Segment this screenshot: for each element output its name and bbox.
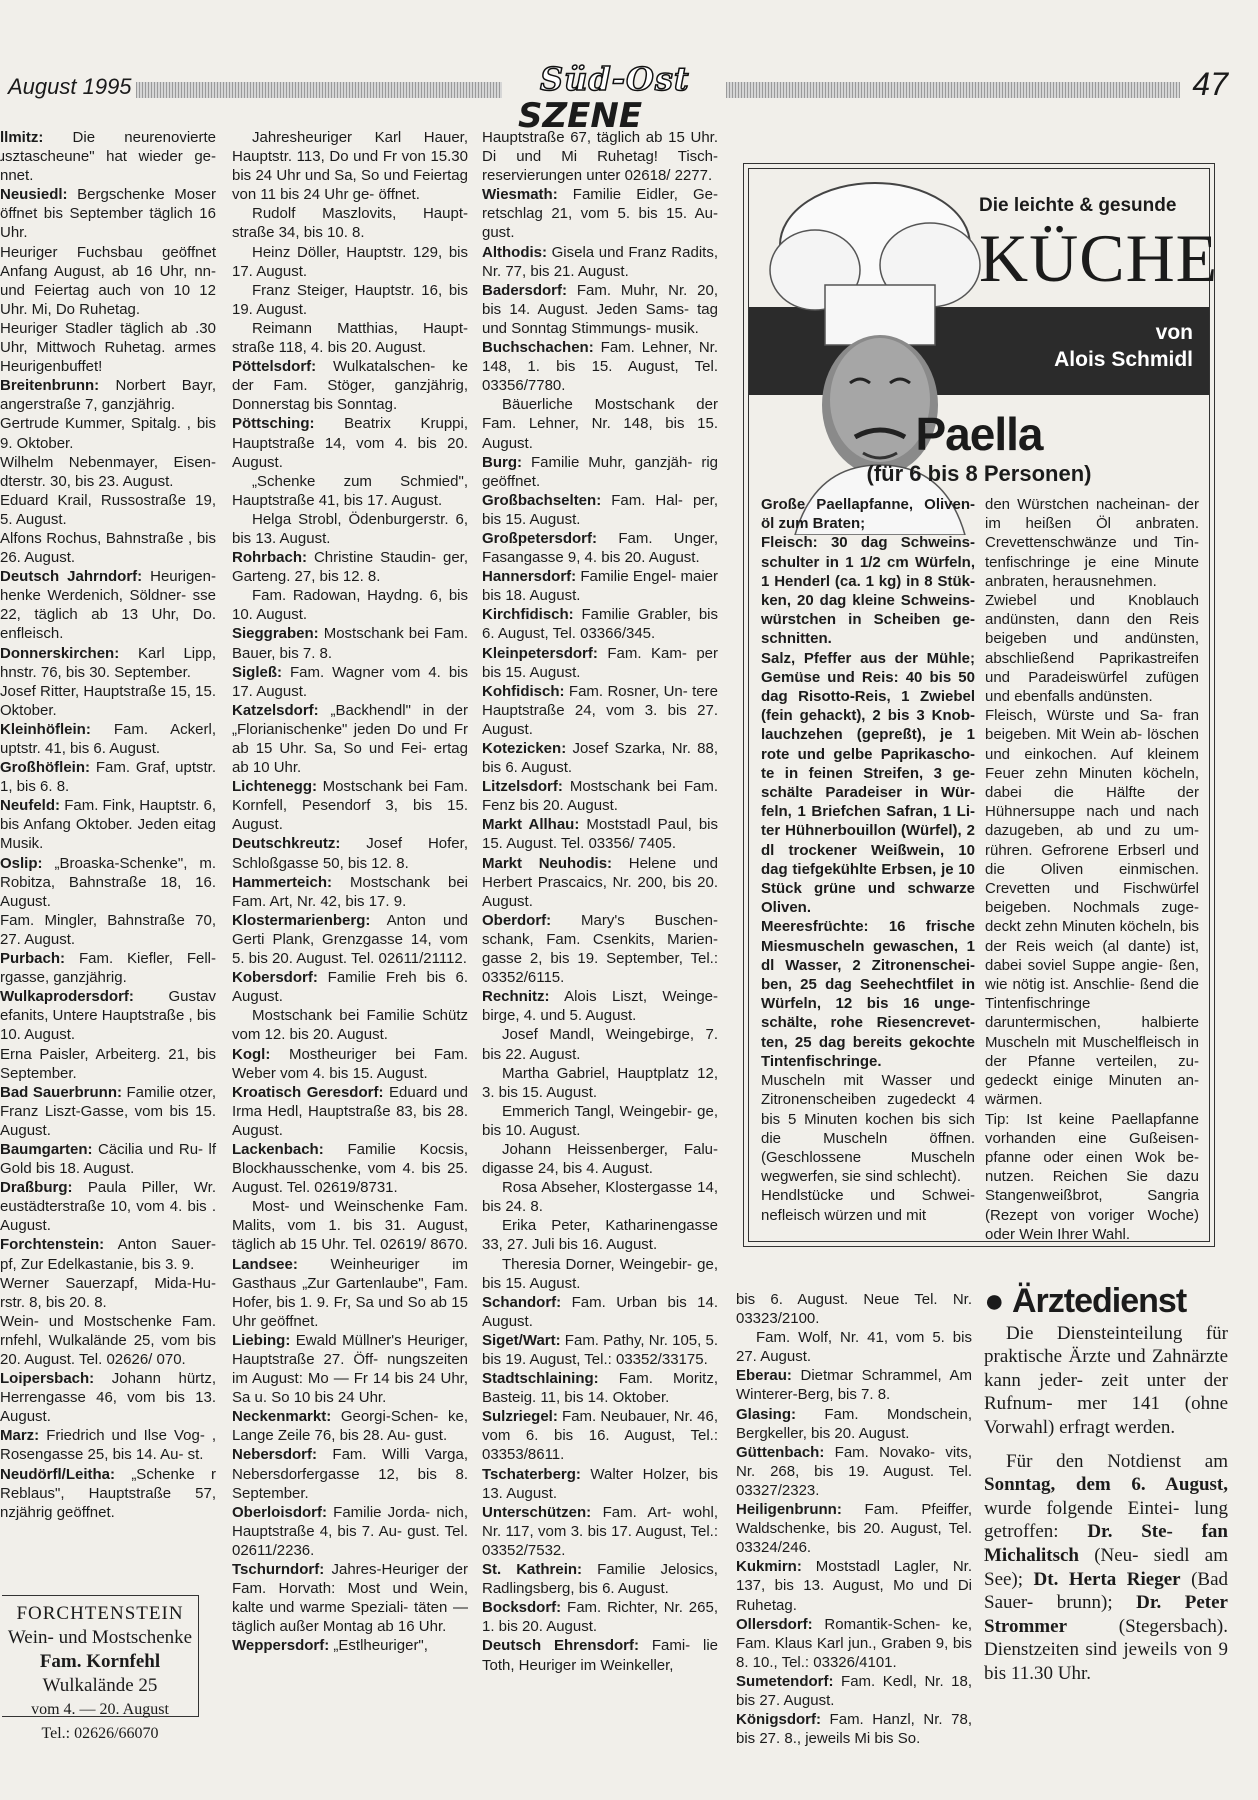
listing-entry: Purbach: Fam. Kiefler, Fell- rgasse, ganzjährig. bbox=[0, 950, 216, 987]
aerztedienst-paragraph-1: Die Diensteinteilung für praktische Ärzte und Zahnärzte kann jeder- zeit unter der Rufnum- mer 141 (ohne Vorwahl) erfragt werden. bbox=[984, 1322, 1228, 1438]
listing-entry: Schandorf: Fam. Urban bis 14. August. bbox=[482, 1293, 718, 1330]
listing-entry: Ollersdorf: Romantik-Schen- ke, Fam. Klaus Karl jun., Graben 9, bis 8. 10., Tel.: 03326/4101. bbox=[736, 1615, 972, 1671]
ad-line-6: Tel.: 02626/66070 bbox=[41, 1725, 159, 1742]
listing-entry: Neusiedl: Bergschenke Moser öffnet bis September täglich 16 Uhr. bbox=[0, 186, 216, 242]
listing-entry: Josef Ritter, Hauptstraße 15, 15. Oktober. bbox=[0, 682, 216, 719]
listing-entry: Kroatisch Geresdorf: Eduard und Irma Hedl, Hauptstraße 83, bis 28. August. bbox=[232, 1083, 468, 1139]
listing-entry: Sieggraben: Mostschank bei Fam. Bauer, bis 7. 8. bbox=[232, 625, 468, 662]
listing-entry: llmitz: Die neurenovierte ɹsztascheune" hat wieder ge- nnet. bbox=[0, 129, 216, 185]
ad-line-2: Wein- und Mostschenke bbox=[7, 1627, 193, 1648]
listing-entry: Erna Paisler, Arbeiterg. 21, bis September. bbox=[0, 1045, 216, 1082]
recipe-column-left bbox=[761, 495, 975, 1225]
listing-entry: Großbachselten: Fam. Hal- per, bis 15. August. bbox=[482, 491, 718, 528]
listing-entry: Rudolf Maszlovits, Haupt- straße 34, bis 10. 8. bbox=[232, 205, 468, 242]
listing-entry: St. Kathrein: Familie Jelosics, Radlingsberg, bis 6. August. bbox=[482, 1561, 718, 1598]
recipe-paragraph: Fleisch, Würste und Sa- fran beigeben. Mit Wein ab- löschen und einkochen. Auf kleinem Feuer zehn Minuten köcheln, dabei die Hälfte der Hühnersuppe nach und nach dazugeben, ab und zu um- rühren. Gefrorene Erbserl und die Oliven einmischen. Crevetten und Fischwürfel beigeben. Nochmals zuge- deckt zehn Minuten köcheln, bis der Reis weich (al dante) ist, dabei soviel Suppe angie- ßen, wie nötig ist. Anschlie- ßend die Tintenfischringe daruntermischen, halbierte Muscheln mit Muschelfleisch in der Pfanne verteilen, zu- gedeckt einige Minuten an- wärmen. bbox=[985, 707, 1199, 1109]
author-credit bbox=[1054, 319, 1193, 373]
listing-entry: Theresia Dorner, Weingebir- ge, bis 15. August. bbox=[482, 1255, 718, 1292]
listing-entry: Kirchfidisch: Familie Grabler, bis 6. August, Tel. 03366/345. bbox=[482, 606, 718, 643]
header-rule-left bbox=[136, 82, 502, 98]
listing-entry: Heuriger Stadler täglich ab .30 Uhr, Mittwoch Ruhetag. armes Heurigenbuffet! bbox=[0, 319, 216, 376]
logo-top-text: Süd-Ost bbox=[540, 60, 690, 98]
recipe-box bbox=[748, 168, 1219, 1243]
listing-entry: Lichtenegg: Mostschank bei Fam. Kornfell, Pesendorf 3, bis 15. August. bbox=[232, 778, 468, 834]
listing-entry: Buchschachen: Fam. Lehner, Nr. 148, 1. bis 15. August, Tel. 03356/7780. bbox=[482, 339, 718, 395]
listing-entry: Rechnitz: Alois Liszt, Weinge- birge, 4. und 5. August. bbox=[482, 988, 718, 1025]
listing-entry: Lackenbach: Familie Kocsis, Blockhausschenke, vom 4. bis 25. August. Tel. 02619/8731. bbox=[232, 1140, 468, 1197]
listing-entry: Pöttelsdorf: Wulkatalschen- ke der Fam. Stöger, ganzjährig, Donnerstag bis Sonntag. bbox=[232, 358, 468, 414]
recipe-paragraph: Salz, Pfeffer aus der Mühle; Gemüse und Reis: 40 bis 50 dag Risotto-Reis, 1 Zwiebel (fein gehackt), 2 bis 3 Knob- lauchzehen (gepreßt), je 1 rote und gelbe Paprikascho- te in feinen Streifen, 3 ge- schälte Paradeiser in Wür- feln, 1 Briefchen Safran, 1 Li- ter Hühnerbouillon (Würfel), 2 dl trockener Weißwein, 10 dag tiefgekühlte Erbsen, je 10 Stück grüne und schwarze Oliven. bbox=[761, 649, 975, 917]
listing-entry: Großhöflein: Fam. Graf, uptstr. 1, bis 6. 8. bbox=[0, 759, 216, 796]
listing-entry: Sumetendorf: Fam. Kedl, Nr. 18, bis 27. August. bbox=[736, 1672, 972, 1709]
listing-entry: Oberloisdorf: Familie Jorda- nich, Hauptstraße 4, bis 7. Au- gust. Tel. 02611/2236. bbox=[232, 1503, 468, 1559]
listing-entry: Neckenmarkt: Georgi-Schen- ke, Lange Zeile 76, bis 28. Au- gust. bbox=[232, 1408, 468, 1445]
listing-entry: Wulkaprodersdorf: Gustav efanits, Untere Hauptstraße , bis 10. August. bbox=[0, 988, 216, 1044]
kueche-subtitle: Die leichte & gesunde bbox=[979, 195, 1177, 216]
ad-line-4: Wulkalände 25 bbox=[42, 1675, 158, 1696]
listing-entry: Stadtschlaining: Fam. Moritz, Basteig. 11, bis 14. Oktober. bbox=[482, 1370, 718, 1407]
listing-entry: Donnerskirchen: Karl Lipp, hnstr. 76, bis 30. September. bbox=[0, 644, 216, 681]
listing-entry: Breitenbrunn: Norbert Bayr, angerstraße 7, ganzjährig. bbox=[0, 377, 216, 414]
listing-entry: Erika Peter, Katharinengasse 33, 27. Juli bis 16. August. bbox=[482, 1217, 718, 1254]
recipe-paragraph: Meeresfrüchte: 16 frische Miesmuscheln gewaschen, 1 dl Wasser, 2 Zitronenschei- ben, 25 dag Seehechtfilet in Würfeln, 12 bis 16 unge- schälte, rohe Riesencrevet- ten, 25 dag bereits gekochte Tintenfischringe. bbox=[761, 918, 975, 1070]
bullet-icon: ● bbox=[984, 1282, 1004, 1320]
page-number: 47 bbox=[1192, 66, 1228, 102]
column-3 bbox=[482, 128, 718, 1675]
listing-entry: Werner Sauerzapf, Mida-Hu- rstr. 8, bis 20. 8. bbox=[0, 1274, 216, 1311]
listing-entry: Siget/Wart: Fam. Pathy, Nr. 105, 5. bis 19. August, Tel.: 03352/33175. bbox=[482, 1331, 718, 1368]
listing-entry: Markt Neuhodis: Helene und Herbert Prascaics, Nr. 200, bis 20. August. bbox=[482, 854, 718, 910]
listing-entry: Kleinpetersdorf: Fam. Kam- per bis 15. August. bbox=[482, 644, 718, 681]
recipe-paragraph: Fleisch: 30 dag Schweins- schulter in 1 1/2 cm Würfeln, 1 Henderl (ca. 1 kg) in 8 Stük- ken, 20 dag kleine Schweins- würstchen in Scheiben ge- schnitten. bbox=[761, 534, 975, 648]
listing-entry: Unterschützen: Fam. Art- wohl, Nr. 117, vom 3. bis 17. August, Tel.: 03352/7532. bbox=[482, 1503, 718, 1559]
aerztedienst-box bbox=[984, 1282, 1229, 1696]
page-header bbox=[0, 60, 1258, 136]
listing-entry: Kohfidisch: Fam. Rosner, Un- tere Hauptstraße 24, vom 3. bis 27. August. bbox=[482, 682, 718, 738]
recipe-column-right bbox=[985, 495, 1199, 1244]
listing-entry: Bad Sauerbrunn: Familie otzer, Franz Liszt-Gasse, vom bis 15. August. bbox=[0, 1083, 216, 1139]
author-von: von bbox=[1155, 321, 1193, 344]
listing-entry: Wilhelm Nebenmayer, Eisen- dterstr. 30, bis 23. August. bbox=[0, 453, 216, 490]
listing-entry: bis 6. August. Neue Tel. Nr. 03323/2100. bbox=[736, 1291, 972, 1328]
listing-entry: „Schenke zum Schmied", Hauptstraße 41, bis 17. August. bbox=[232, 472, 468, 509]
listing-entry: Rosa Abseher, Klostergasse 14, bis 24. 8. bbox=[482, 1179, 718, 1216]
listing-entry: Deutsch Jahrndorf: Heurigen- henke Werdenich, Söldner- sse 22, täglich ab 13 Uhr, Do. enfleisch. bbox=[0, 568, 216, 643]
listing-entry: Oberdorf: Mary's Buschen- schank, Fam. Csenkits, Marien- gasse 2, bis 19. September, Tel.: 03352/6115. bbox=[482, 911, 718, 987]
listing-entry: Helga Strobl, Ödenburgerstr. 6, bis 13. August. bbox=[232, 510, 468, 547]
listing-entry: Martha Gabriel, Hauptplatz 12, 3. bis 15. August. bbox=[482, 1064, 718, 1101]
listing-entry: Baumgarten: Cäcilia und Ru- lf Gold bis 18. August. bbox=[0, 1140, 216, 1178]
listing-entry: Rohrbach: Christine Staudin- ger, Garteng. 27, bis 12. 8. bbox=[232, 549, 468, 586]
kueche-title: KÜCHE bbox=[979, 220, 1219, 296]
aerztedienst-heading bbox=[984, 1282, 1228, 1320]
listing-entry: Kotezicken: Josef Szarka, Nr. 88, bis 6. August. bbox=[482, 740, 718, 777]
listing-entry: Wein- und Mostschenke Fam. rnfehl, Wulkalände 25, vom bis 20. August. Tel. 02626/ 070. bbox=[0, 1312, 216, 1368]
listing-entry: Bocksdorf: Fam. Richter, Nr. 265, 1. bis 20. August. bbox=[482, 1599, 718, 1636]
listing-entry: Liebing: Ewald Müllner's Heuriger, Hauptstraße 27. Öff- nungszeiten im August: Mo — Fr 14 bis 24 Uhr, Sa u. So 10 bis 24 Uhr. bbox=[232, 1331, 468, 1407]
recipe-paragraph: Zwiebel und Knoblauch andünsten, dann den Reis beigeben und andünsten, abschließend Paprikastreifen und Paradeiswürfel zufügen und ebenfalls andünsten. bbox=[985, 592, 1199, 706]
ad-line-5: vom 4. — 20. August bbox=[31, 1701, 169, 1718]
recipe-paragraph: Tip: Ist keine Paellapfanne vorhanden eine Gußeisen- pfanne oder einen Wok be- nutzen. Reichen Sie dazu Stangenweißbrot, Sangria (Rezept von voriger Woche) oder Wein Ihrer Wahl. bbox=[985, 1110, 1199, 1243]
listing-entry: Königsdorf: Fam. Hanzl, Nr. 78, bis 27. 8., jeweils Mi bis So. bbox=[736, 1711, 972, 1748]
listing-entry: Alfons Rochus, Bahnstraße , bis 26. August. bbox=[0, 529, 216, 567]
recipe-paragraph: Muscheln mit Wasser und Zitronenscheiben zugedeckt 4 bis 5 Minuten kochen bis sich die Muscheln öffnen. (Geschlossene Muscheln wegwerfen, sie sind schlecht). bbox=[761, 1072, 975, 1186]
listing-entry: Reimann Matthias, Haupt- straße 118, 4. bis 20. August. bbox=[232, 319, 468, 357]
listing-entry: Loipersbach: Johann hürtz, Herrengasse 46, vom bis 13. August. bbox=[0, 1370, 216, 1426]
listing-entry: Gertrude Kummer, Spitalg. , bis 9. Oktober. bbox=[0, 415, 216, 452]
column-2 bbox=[232, 128, 468, 1656]
listing-entry: Landsee: Weinheuriger im Gasthaus „Zur Gartenlaube", Fam. Hofer, bis 1. 9. Fr, Sa und So ab 15 Uhr geöffnet. bbox=[232, 1255, 468, 1330]
listing-entry: Oslip: „Broaska-Schenke", m. Robitza, Bahnstraße 18, 16. August. bbox=[0, 854, 216, 910]
listing-entry: Weppersdorf: „Estlheuriger", bbox=[232, 1637, 428, 1655]
listing-entry: Franz Steiger, Hauptstr. 16, bis 19. August. bbox=[232, 281, 468, 318]
listing-entry: Tschaterberg: Walter Holzer, bis 13. August. bbox=[482, 1465, 718, 1502]
logo-bottom-text: SZENE bbox=[518, 96, 643, 136]
listing-entry: Most- und Weinschenke Fam. Malits, vom 1. bis 31. August, täglich ab 15 Uhr. Tel. 02619/ 8670. bbox=[232, 1198, 468, 1254]
listing-entry: Hauptstraße 67, täglich ab 15 Uhr. Di und Mi Ruhetag! Tisch- reservierungen unter 02618/ 2277. bbox=[482, 129, 718, 185]
listing-entry: Fam. Radowan, Haydng. 6, bis 10. August. bbox=[232, 587, 468, 624]
listing-entry: Johann Heissenberger, Falu- digasse 24, bis 4. August. bbox=[482, 1140, 718, 1178]
listing-entry: Großpetersdorf: Fam. Unger, Fasangasse 9, 4. bis 20. August. bbox=[482, 529, 718, 567]
column-4-listings bbox=[736, 1290, 972, 1748]
listing-entry: Wiesmath: Familie Eidler, Ge- retschlag 21, vom 5. bis 15. Au- gust. bbox=[482, 186, 718, 242]
aerztedienst-paragraph-2: Für den Notdienst am Sonntag, dem 6. August, wurde folgende Eintei- lung getroffen: Dr. Ste- fan Michalitsch (Neu- siedl am See); Dt. Herta Rieger (Bad Sauer- brunn); Dr. Peter Strommer (Stegersbach). Dienstzeiten sind jeweils von 9 bis 11.30 Uhr. bbox=[984, 1450, 1229, 1684]
listing-entry: Klostermarienberg: Anton und Gerti Plank, Grenzgasse 14, vom 5. bis 20. August. Tel. 02611/21112. bbox=[232, 911, 468, 968]
listing-entry: Litzelsdorf: Mostschank bei Fam. Fenz bis 20. August. bbox=[482, 778, 718, 815]
listing-entry: Heiligenbrunn: Fam. Pfeiffer, Waldschenke, bis 20. August, Tel. 03324/246. bbox=[736, 1501, 972, 1557]
recipe-title: Paella bbox=[915, 408, 1043, 460]
recipe-paragraph: Große Paellapfanne, Oliven- öl zum Braten; bbox=[761, 496, 975, 533]
listing-entry: Neudörfl/Leitha: „Schenke r Reblaus", Hauptstraße 57, nzjährig geöffnet. bbox=[0, 1465, 216, 1521]
listing-entry: Markt Allhau: Moststadl Paul, bis 15. August. Tel. 03356/ 7405. bbox=[482, 816, 718, 853]
issue-date: August 1995 bbox=[8, 74, 132, 99]
author-name: Alois Schmidl bbox=[1054, 348, 1193, 371]
listing-entry: Josef Mandl, Weingebirge, 7. bis 22. August. bbox=[482, 1026, 718, 1063]
listing-entry: Heinz Döller, Hauptstr. 129, bis 17. August. bbox=[232, 243, 468, 280]
listing-entry: Eduard Krail, Russostraße 19, 5. August. bbox=[0, 491, 216, 528]
column-1 bbox=[0, 128, 216, 1522]
listing-entry: Althodis: Gisela und Franz Radits, Nr. 77, bis 21. August. bbox=[482, 243, 718, 280]
aerztedienst-title: Ärztedienst bbox=[1012, 1282, 1187, 1320]
listing-entry: Kobersdorf: Familie Freh bis 6. August. bbox=[232, 969, 468, 1006]
listing-entry: Kukmirn: Moststadl Lagler, Nr. 137, bis 13. August, Mo und Di Ruhetag. bbox=[736, 1558, 972, 1614]
listing-entry: Pöttsching: Beatrix Kruppi, Hauptstraße 14, vom 4. bis 20. August. bbox=[232, 415, 468, 471]
listing-entry: Hannersdorf: Familie Engel- maier bis 18. August. bbox=[482, 568, 718, 605]
forchtenstein-ad bbox=[2, 1595, 199, 1742]
listing-entry: Bäuerliche Mostschank der Fam. Lehner, Nr. 148, bis 15. August. bbox=[482, 396, 718, 452]
listing-entry: Mostschank bei Familie Schütz vom 12. bis 20. August. bbox=[232, 1007, 468, 1044]
recipe-servings: (für 6 bis 8 Personen) bbox=[866, 461, 1092, 486]
listing-entry: Tschurndorf: Jahres-Heuriger der Fam. Horvath: Most und Wein, kalte und warme Speziali- täten — täglich außer Montag ab 16 Uhr. bbox=[232, 1561, 468, 1636]
ad-line-1: FORCHTENSTEIN bbox=[16, 1603, 184, 1624]
listing-entry: Güttenbach: Fam. Novako- vits, Nr. 268, bis 19. August. Tel. 03327/2323. bbox=[736, 1443, 972, 1499]
listing-entry: Heuriger Fuchsbau geöffnet Anfang August, ab 16 Uhr, nn- und Feiertag auch von 10 12 Uhr. Mi, Do Ruhetag. bbox=[0, 243, 216, 318]
listing-entry: Katzelsdorf: „Backhendl" in der „Florianischenke" jeden Do und Fr ab 15 Uhr. Sa, So und Fei- ertag ab 10 Uhr. bbox=[232, 701, 468, 777]
listing-entry: Fam. Mingler, Bahnstraße 70, 27. August. bbox=[0, 911, 216, 948]
listing-entry: Neufeld: Fam. Fink, Hauptstr. 6, bis Anfang Oktober. Jeden eitag Musik. bbox=[0, 797, 216, 853]
listing-entry: Hammerteich: Mostschank bei Fam. Art, Nr. 42, bis 17. 9. bbox=[232, 873, 468, 910]
listing-entry: Burg: Familie Muhr, ganzjäh- rig geöffnet. bbox=[482, 453, 718, 490]
listing-entry: Sulzriegel: Fam. Neubauer, Nr. 46, vom 6. bis 16. August, Tel.: 03353/8611. bbox=[482, 1408, 718, 1464]
recipe-paragraph: den Würstchen nacheinan- der im heißen Öl anbraten. Crevettenschwänze und Tin- tenfischringe je eine Minute anbraten, herausnehmen. bbox=[985, 496, 1199, 590]
listing-entry: Kleinhöflein: Fam. Ackerl, uptstr. 41, bis 6. August. bbox=[0, 720, 216, 757]
listing-entry: Glasing: Fam. Mondschein, Bergkeller, bis 20. August. bbox=[736, 1405, 972, 1442]
listing-entry: Draßburg: Paula Piller, Wr. eustädterstraße 10, vom 4. bis . August. bbox=[0, 1179, 216, 1235]
listing-entry: Sigleß: Fam. Wagner vom 4. bis 17. August. bbox=[232, 663, 468, 700]
recipe-paragraph: Hendlstücke und Schwei- nefleisch würzen und mit bbox=[761, 1187, 975, 1224]
listing-entry: Deutsch Ehrensdorf: Fami- lie Toth, Heuriger im Weinkeller, bbox=[482, 1637, 718, 1674]
listing-entry: Deutschkreutz: Josef Hofer, Schloßgasse 50, bis 12. 8. bbox=[232, 835, 468, 872]
listing-entry: Nebersdorf: Fam. Willi Varga, Nebersdorfergasse 12, bis 8. September. bbox=[232, 1446, 468, 1502]
listing-entry: Eberau: Dietmar Schrammel, Am Winterer-Berg, bis 7. 8. bbox=[736, 1367, 972, 1404]
listing-entry: Kogl: Mostheuriger bei Fam. Weber vom 4. bis 15. August. bbox=[232, 1045, 468, 1082]
listing-entry: Marz: Friedrich und Ilse Vog- , Rosengasse 25, bis 14. Au- st. bbox=[0, 1427, 216, 1464]
listing-entry: Jahresheuriger Karl Hauer, Hauptstr. 113, Do und Fr von 15.30 bis 24 Uhr und Sa, So und Feiertag von 11 bis 24 Uhr ge- öffnet. bbox=[232, 129, 468, 204]
listing-entry: Forchtenstein: Anton Sauer- pf, Zur Edelkastanie, bis 3. 9. bbox=[0, 1236, 216, 1273]
listing-entry: Emmerich Tangl, Weingebir- ge, bis 10. August. bbox=[482, 1102, 718, 1139]
ad-line-3: Fam. Kornfehl bbox=[39, 1651, 161, 1672]
header-rule-right bbox=[726, 82, 1180, 98]
listing-entry: Badersdorf: Fam. Muhr, Nr. 20, bis 14. August. Jeden Sams- tag und Sonntag Stimmungs- musik. bbox=[482, 281, 718, 337]
listing-entry: Fam. Wolf, Nr. 41, vom 5. bis 27. August. bbox=[736, 1329, 972, 1366]
